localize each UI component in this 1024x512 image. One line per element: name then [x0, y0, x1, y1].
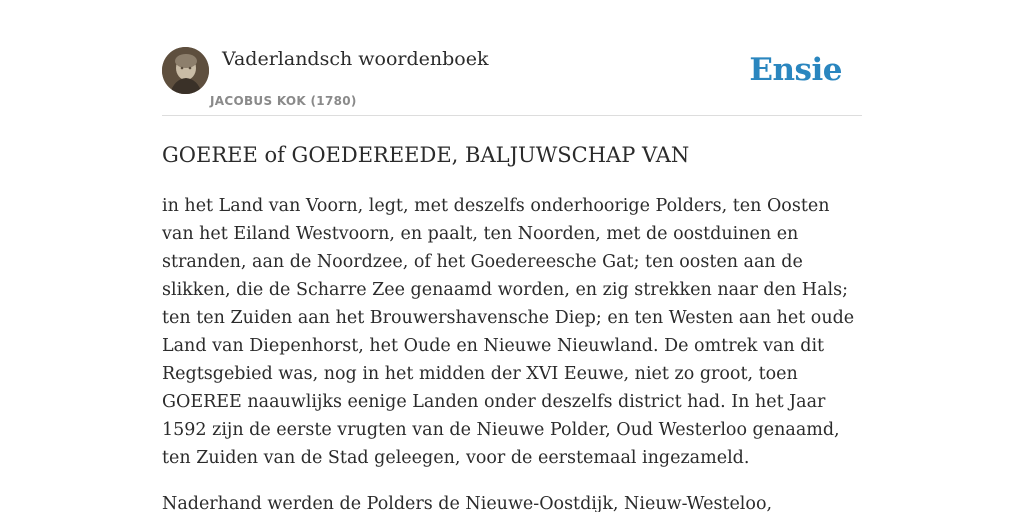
book-title-link[interactable]: Vaderlandsch woordenboek — [222, 48, 489, 70]
author-link[interactable]: JACOBUS KOK (1780) — [210, 94, 357, 108]
entry-body — [162, 192, 862, 512]
author-portrait-icon[interactable] — [162, 47, 209, 94]
ensie-logo[interactable]: Ensie — [749, 52, 842, 88]
entry-paragraph: Naderhand werden de Polders de Nieuwe-Oostdijk, Nieuw-Westeloo, — [162, 494, 773, 512]
book-header — [162, 46, 862, 116]
entry-paragraph: in het Land van Voorn, legt, met deszelfs onderhoorige Polders, ten Oosten van het Eiland Westvoorn, en paalt, ten Noorden, met de oostduinen en stranden, aan de Noordzee, of het Goedereesche Gat; ten oosten aan de slikken, die de Scharre Zee genaamd worden, en zig strekken naar den Hals; ten ten Zuiden aan het Brouwershavensche Diep; en ten Westen aan het oude Land van Diepenhorst, het Oude en Nieuwe Nieuwland. De omtrek van dit Regtsgebied was, nog in het midden der XVI Eeuwe, niet zo groot, toen GOEREE naauwlijks eenige Landen onder deszelfs district had. In het Jaar 1592 zijn de eerste vrugten van de Nieuwe Polder, Oud Westerloo genaamd, ten Zuiden van de Stad geleegen, voor de eerstemaal ingezameld. — [162, 196, 855, 468]
entry-title: GOEREE of GOEDEREEDE, BALJUWSCHAP VAN — [162, 143, 690, 167]
